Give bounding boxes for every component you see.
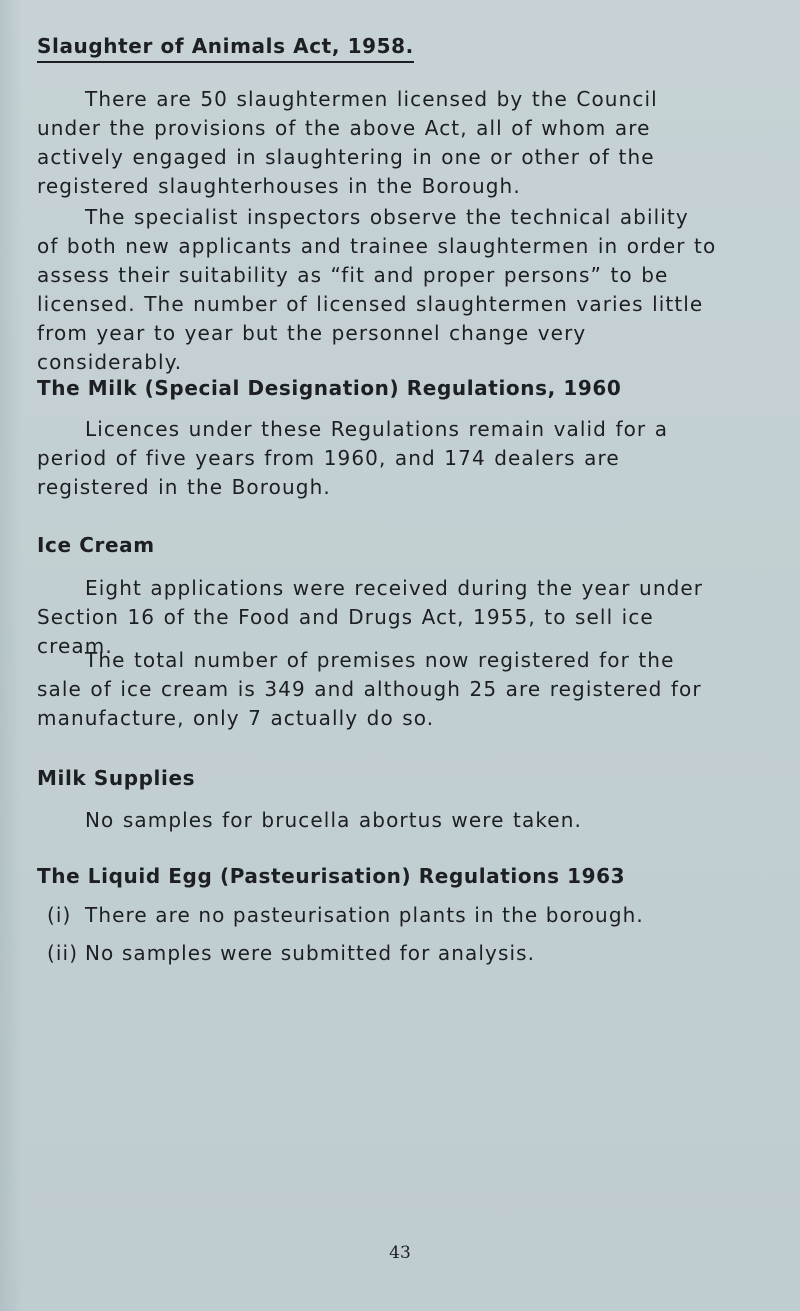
paragraph-text: The specialist inspectors observe the technical ability of both new applicants and trainee slaughtermen in order to assess their suitability as “fit and proper persons” to be licensed. The number of licensed slaughtermen varies little from year to year but the personnel change very considerably. bbox=[37, 205, 717, 374]
paragraph-text: Eight applications were received during the year under Section 16 of the Food and Drugs Act, 1955, to sell ice cream. bbox=[37, 576, 704, 658]
list-item bbox=[47, 941, 535, 965]
page-number: 43 bbox=[389, 1243, 411, 1263]
paragraph-text: Licences under these Regulations remain valid for a period of five years from 1960, and 174 dealers are registered in the Borough. bbox=[37, 417, 669, 499]
list-item bbox=[47, 903, 644, 927]
section-heading-liquid-egg: The Liquid Egg (Pasteurisation) Regulations 1963 bbox=[37, 864, 626, 888]
section-heading-milk-special-designation: The Milk (Special Designation) Regulations, 1960 bbox=[37, 376, 622, 400]
paragraph-text: There are 50 slaughtermen licensed by the Council under the provisions of the above Act, all of whom are actively engaged in slaughtering in one or other of the registered slaughterhouses in the Borough. bbox=[37, 87, 658, 198]
section-heading-ice-cream: Ice Cream bbox=[37, 533, 155, 557]
paragraph bbox=[37, 415, 717, 502]
paragraph bbox=[37, 203, 717, 377]
section-heading-milk-supplies: Milk Supplies bbox=[37, 766, 196, 790]
list-item-text: No samples were submitted for analysis. bbox=[85, 941, 536, 965]
paragraph-text: No samples for brucella abortus were taken. bbox=[85, 808, 582, 832]
list-item-number: (ii) bbox=[47, 941, 79, 965]
paragraph-text: The total number of premises now registered for the sale of ice cream is 349 and although 25 are registered for manufacture, only 7 actually do so. bbox=[37, 648, 702, 730]
paragraph bbox=[37, 646, 717, 733]
section-heading-slaughter: Slaughter of Animals Act, 1958. bbox=[37, 34, 414, 63]
paragraph bbox=[37, 806, 717, 835]
list-item-number: (i) bbox=[47, 903, 72, 927]
paragraph bbox=[37, 85, 717, 201]
list-item-text: There are no pasteurisation plants in the borough. bbox=[85, 903, 644, 927]
